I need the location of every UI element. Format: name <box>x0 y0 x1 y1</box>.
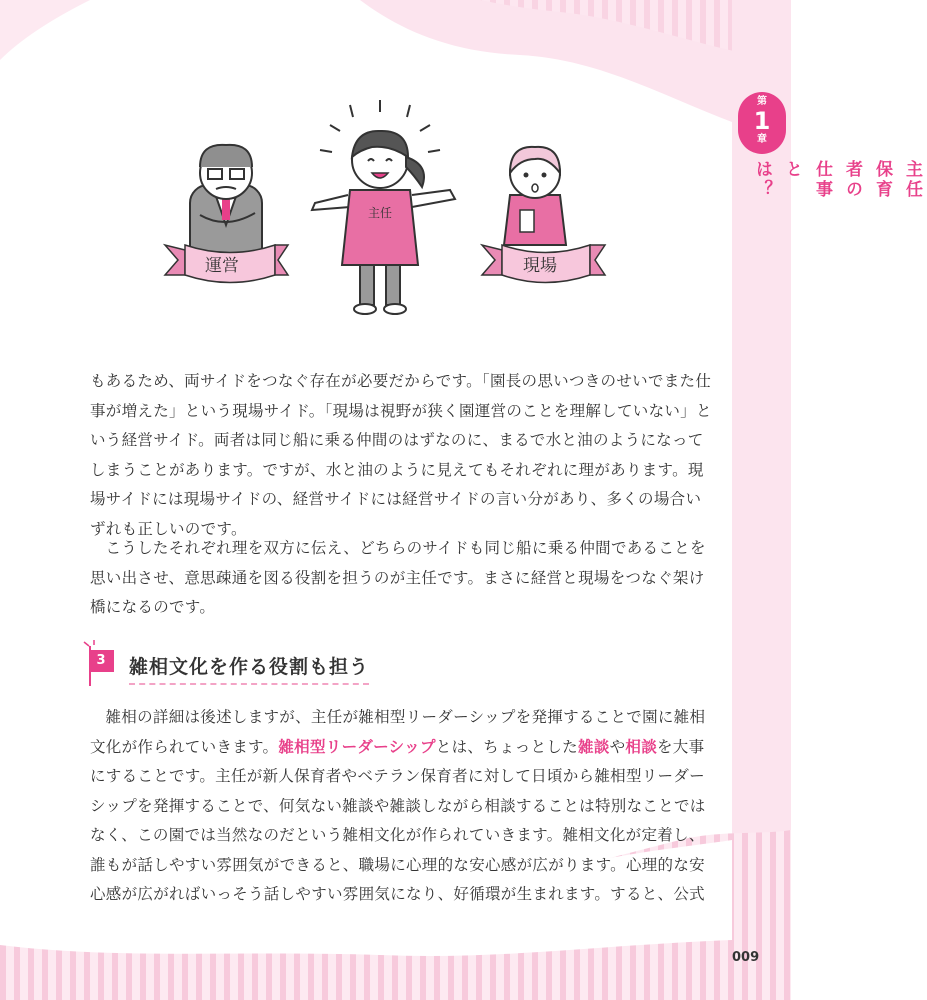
body-paragraph-1 <box>90 367 715 544</box>
highlight-chat-term: 雑談 <box>577 737 610 756</box>
chapter-prefix: 第 <box>757 96 767 107</box>
staff-illustration <box>160 95 630 330</box>
staff-character <box>504 147 566 245</box>
section-heading <box>84 640 414 690</box>
body-paragraph-3 <box>90 703 715 910</box>
right-ribbon <box>482 245 605 283</box>
body-paragraph-2 <box>90 534 715 623</box>
chapter-title: 主任保育者の仕事とは？ <box>752 160 922 200</box>
page-number: 009 <box>732 950 760 965</box>
paragraph-3-part-1: 雑相の詳細は後述しますが、主任が雑相型リーダーシップを発揮することで園に雑相文化が作られていきます。 <box>90 708 706 756</box>
section-number: 3 <box>96 653 106 668</box>
chapter-number: 1 <box>753 107 771 135</box>
head-teacher-character <box>312 100 455 314</box>
paragraph-2-text: こうしたそれぞれ理を双方に伝え、どちらのサイドも同じ船に乗る仲間であることを思い出させ、意思疎通を図る役割を担うのが主任です。まさに経営と現場をつなぐ架け橋になるのです。 <box>90 539 706 616</box>
chapter-suffix: 章 <box>757 134 767 145</box>
paragraph-1-text: もあるため、両サイドをつなぐ存在が必要だからです。「園長の思いつきのせいでまた仕事が増えた」という現場サイド。「現場は視野が狭く園運営のことを理解していない」という経営サイド。両者は同じ船に乗る仲間のはずなのに、まるで水と油のようになってしまうことがあります。ですが、水と油のように見えてもそれぞれに理があります。現場サイドには現場サイドの、経営サイドには経営サイドの言い分があり、多くの場合いずれも正しいのです。 <box>90 372 712 538</box>
manager-character <box>190 145 262 265</box>
paragraph-3-part-3: や <box>609 737 626 756</box>
apron-label: 主任 <box>368 206 393 220</box>
right-ribbon-label: 現場 <box>523 256 557 276</box>
chapter-badge <box>738 92 786 154</box>
paragraph-3-part-4: を大事にすることです。主任が新人保育者やベテラン保育者に対して日頃から雑相型リーダーシップを発揮することで、何気ない雑談や雑談しながら相談することは特別なことではなく、この園では当然なのだという雑相文化が作られていきます。雑相文化が定着し、誰もが話しやすい雰囲気ができると、職場に心理的な安心感が広がります。心理的な安心感が広がればいっそう話しやすい雰囲気になり、好循環が生まれます。すると、公式 <box>90 737 706 903</box>
paragraph-3-part-2: とは、ちょっとした <box>435 737 578 756</box>
highlight-leadership-term: 雑相型リーダーシップ <box>278 737 436 756</box>
highlight-consult-term: 相談 <box>625 737 657 756</box>
paragraph-3-text <box>90 703 715 910</box>
left-wave-decoration <box>0 0 90 60</box>
section-title: 雑相文化を作る役割も担う <box>129 652 369 685</box>
left-ribbon-label: 運営 <box>205 256 239 276</box>
